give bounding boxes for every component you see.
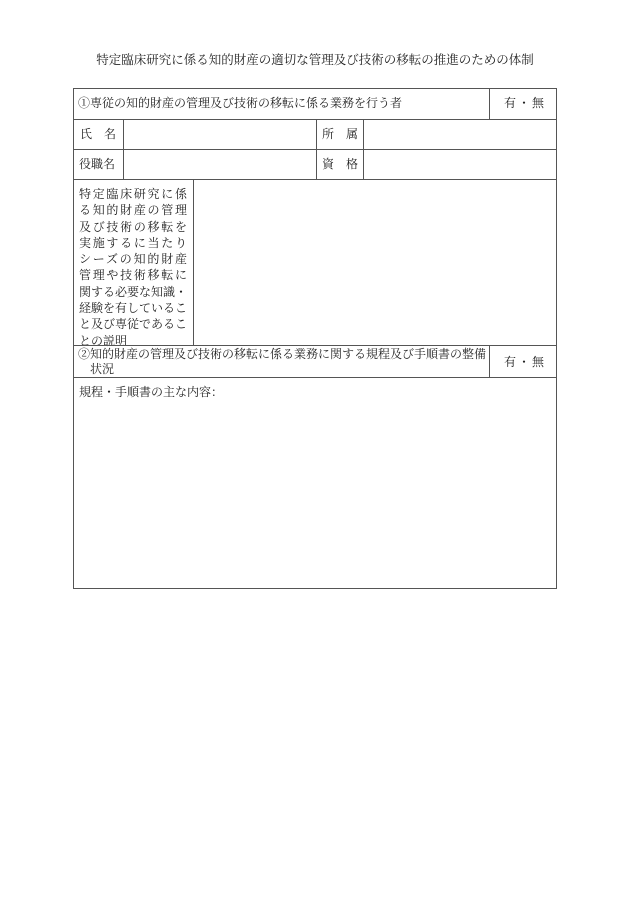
- affiliation-label: 所 属: [322, 127, 359, 141]
- contents-label: 規程・手順書の主な内容：: [79, 385, 224, 399]
- section2-yes-no[interactable]: 有・無: [504, 355, 547, 369]
- page-title: 特定臨床研究に係る知的財産の適切な管理及び技術の移転の推進のための体制: [96, 52, 534, 67]
- explanation-label-line: 特定臨床研究に係: [79, 187, 187, 201]
- section1-heading: ①専従の知的財産の管理及び技術の移転に係る業務を行う者: [78, 96, 403, 110]
- explanation-label-line: シーズの知的財産: [79, 252, 187, 267]
- explanation-label-line: 関する必要な知識・: [79, 284, 188, 299]
- explanation-label-line: 管理や技術移転に: [79, 268, 187, 283]
- affiliation-field[interactable]: [363, 119, 557, 150]
- explanation-label: [79, 186, 187, 349]
- position-field[interactable]: [123, 149, 317, 180]
- qualification-label: 資 格: [322, 157, 359, 171]
- explanation-label-line: と及び専従であるこ: [79, 317, 188, 332]
- explanation-label-line: 及び技術の移転を: [79, 219, 187, 234]
- explanation-label-line: との説明: [79, 333, 128, 348]
- section1-yes-no[interactable]: 有・無: [504, 96, 547, 110]
- explanation-label-line: る知的財産の管理: [79, 203, 187, 218]
- qualification-field[interactable]: [363, 149, 557, 180]
- explanation-field[interactable]: [193, 179, 557, 346]
- section2-heading-line2: 状況: [90, 362, 115, 376]
- name-label: 氏 名: [80, 127, 117, 141]
- position-label: 役職名: [79, 157, 116, 171]
- explanation-label-line: 経験を有しているこ: [79, 301, 188, 316]
- section2-heading-line1: ②知的財産の管理及び技術の移転に係る業務に関する規程及び手順書の整備: [78, 347, 487, 361]
- name-field[interactable]: [123, 119, 317, 150]
- explanation-label-line: 実施するに当たり: [79, 235, 187, 250]
- contents-field[interactable]: [73, 377, 557, 589]
